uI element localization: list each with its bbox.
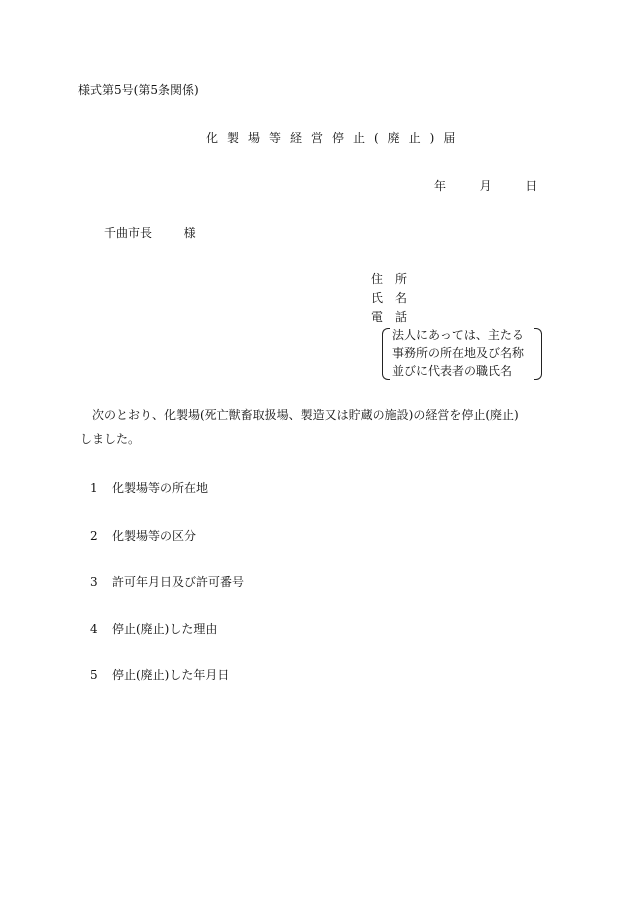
bracket-left — [382, 328, 390, 380]
item-label: 化製場等の区分 — [112, 529, 197, 543]
item-label: 化製場等の所在地 — [112, 481, 209, 495]
corporate-note-line: 並びに代表者の職氏名 — [392, 364, 513, 378]
item-number: 3 — [90, 575, 98, 589]
item-number: 2 — [90, 529, 98, 543]
document-title: 化製場等経営停止(廃止)届 — [206, 131, 465, 145]
item-number: 1 — [90, 481, 98, 495]
addressee-name: 千曲市長 — [104, 226, 153, 240]
item-number: 4 — [90, 622, 98, 636]
date-day-label: 日 — [525, 179, 538, 193]
phone-label: 電 話 — [371, 310, 408, 324]
item-label: 停止(廃止)した理由 — [112, 622, 218, 636]
form-number: 様式第5号(第5条関係) — [78, 83, 199, 97]
body-text-line-1: 次のとおり、化製場(死亡獣畜取扱場、製造又は貯蔵の施設)の経営を停止(廃止) — [80, 408, 519, 422]
item-label: 停止(廃止)した年月日 — [112, 668, 230, 682]
date-month-label: 月 — [479, 179, 492, 193]
addressee-honorific: 様 — [183, 226, 196, 240]
name-label: 氏 名 — [371, 291, 408, 305]
corporate-note — [382, 328, 542, 380]
item-number: 5 — [90, 668, 98, 682]
date-line — [434, 180, 537, 192]
corporate-note-line: 法人にあっては、主たる — [392, 328, 524, 342]
bracket-right — [534, 328, 542, 380]
body-text-line-2: しました。 — [80, 432, 141, 446]
date-year-label: 年 — [434, 179, 447, 193]
corporate-note-line: 事務所の所在地及び名称 — [392, 346, 525, 360]
addressee — [104, 227, 196, 239]
address-label: 住 所 — [371, 272, 408, 286]
item-label: 許可年月日及び許可番号 — [112, 575, 245, 589]
